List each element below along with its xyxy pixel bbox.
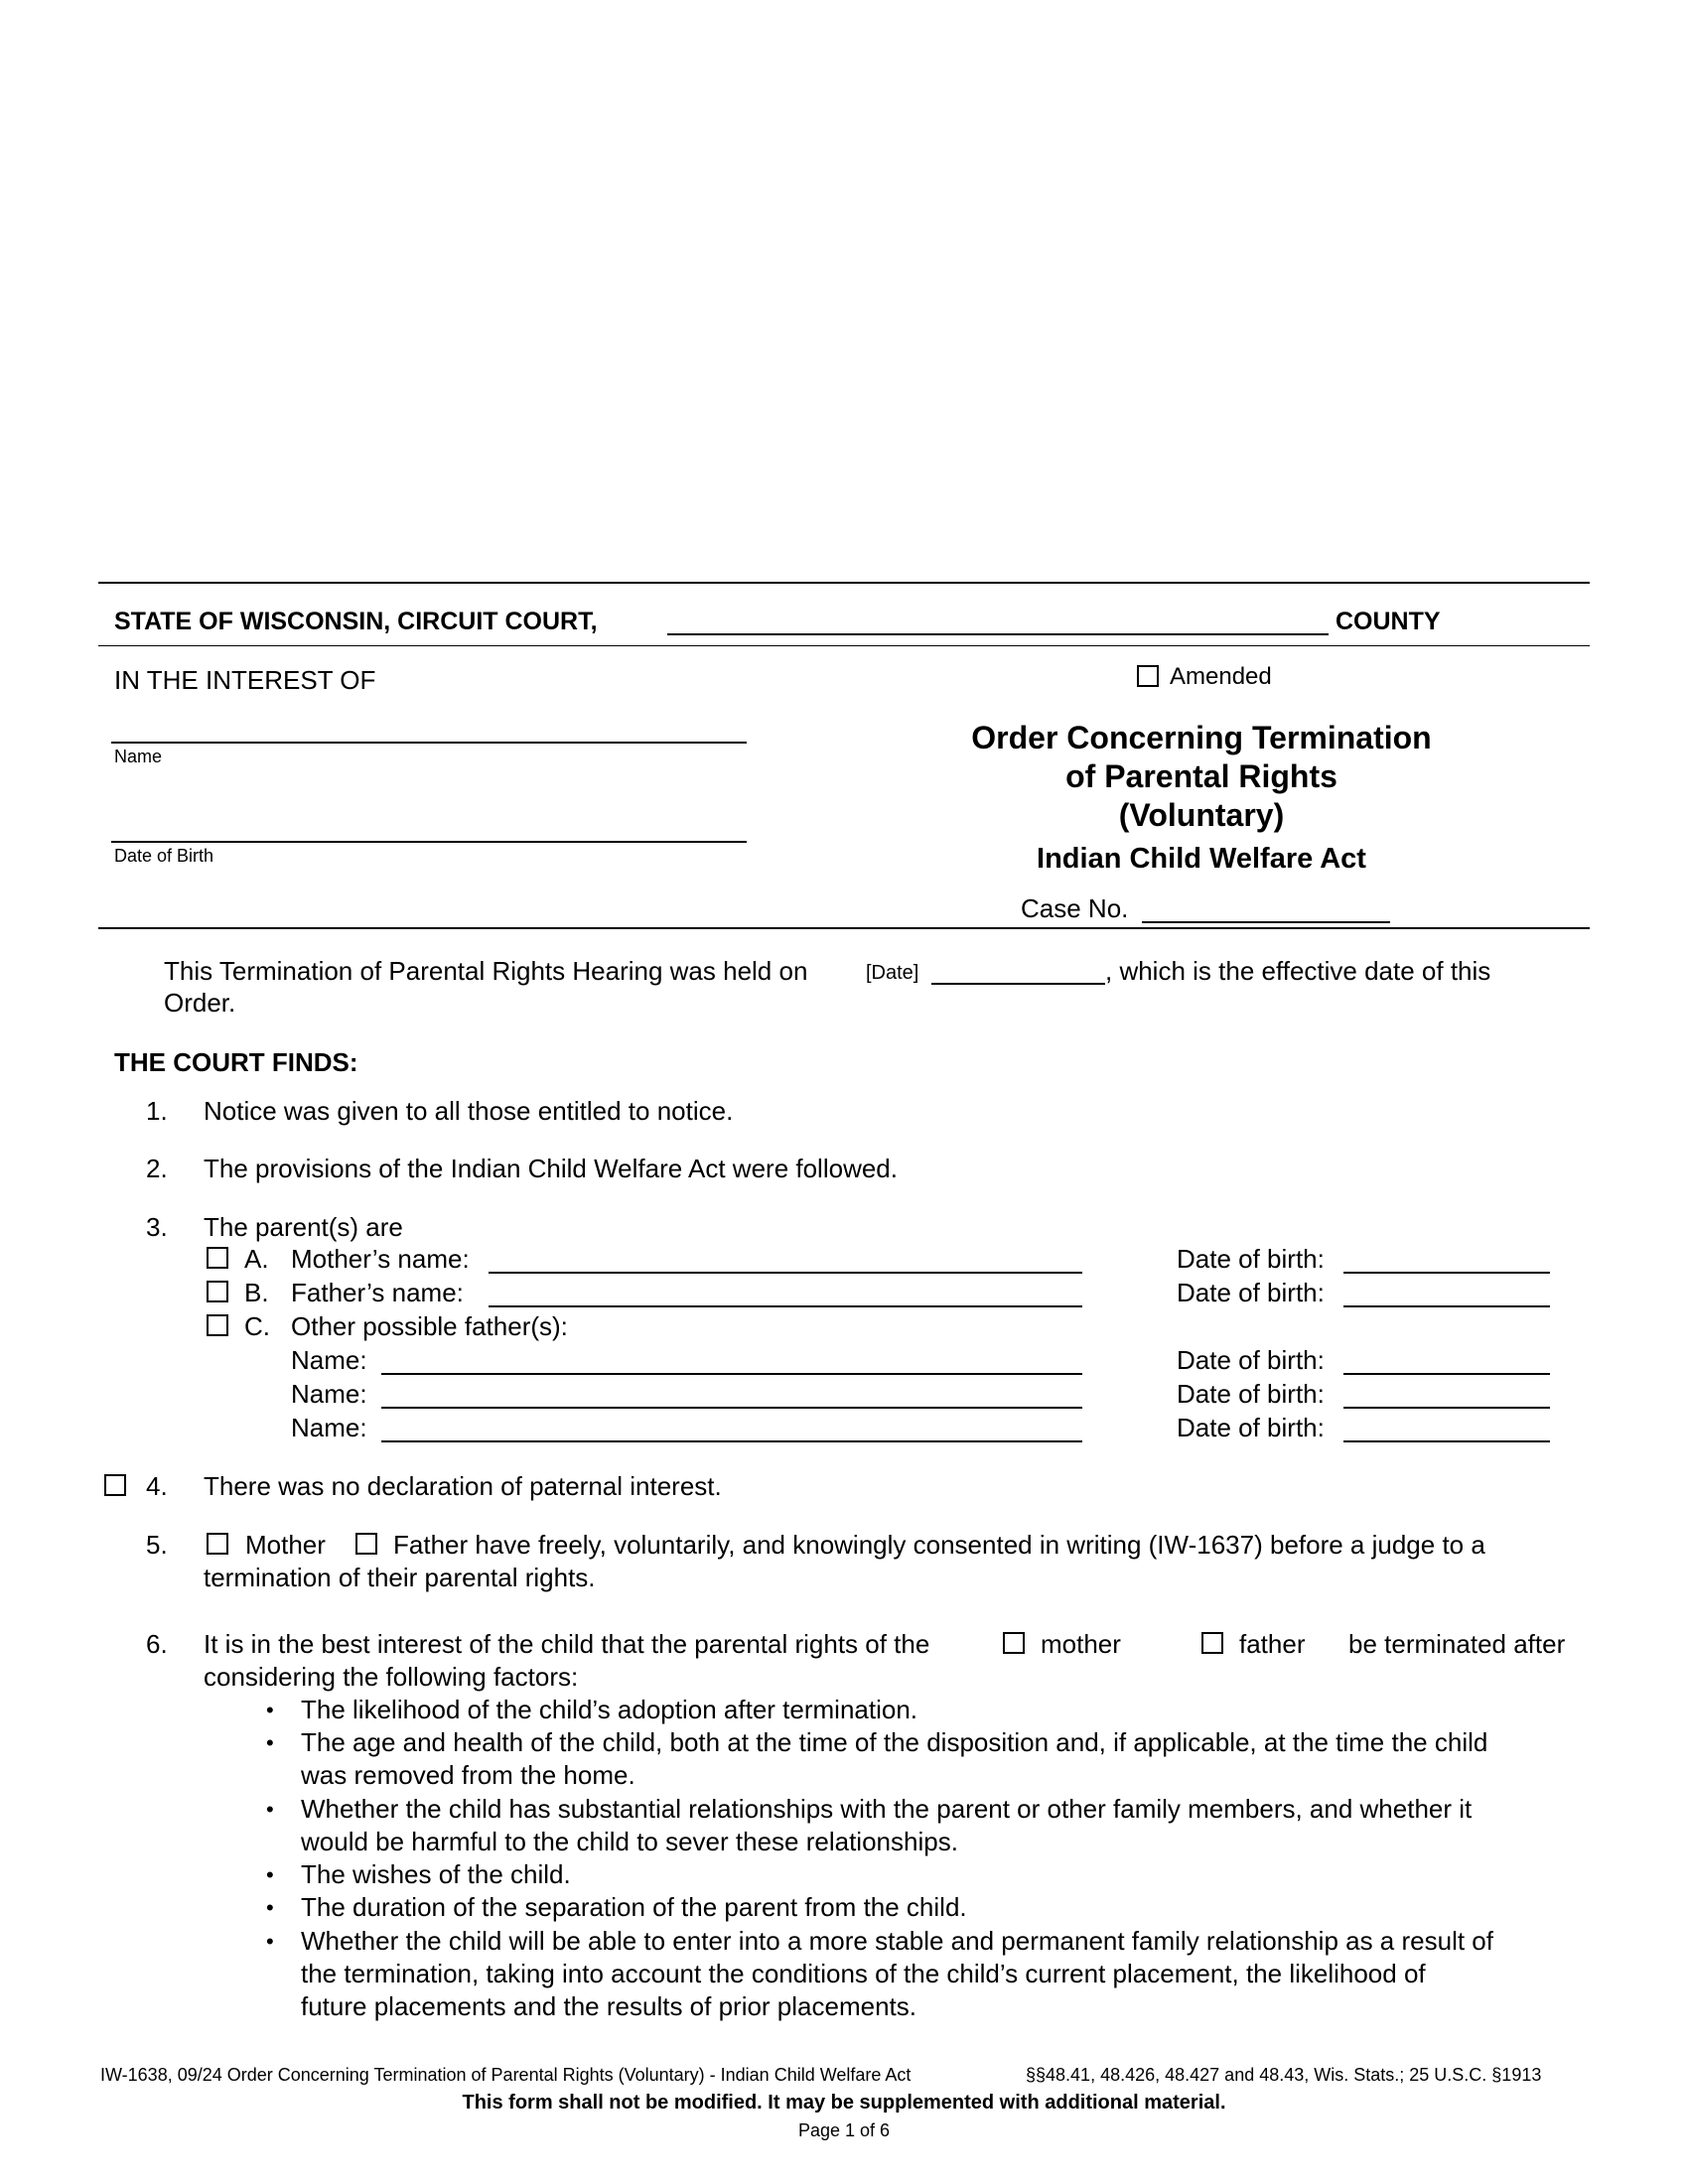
- item-4-checkbox[interactable]: [104, 1474, 126, 1496]
- bullet-dot-3: •: [266, 1797, 274, 1822]
- other-father-3-name-label: Name:: [291, 1413, 367, 1442]
- consent-mother-label: Mother: [245, 1530, 326, 1560]
- child-dob-label: Date of Birth: [114, 846, 214, 866]
- findings-heading: THE COURT FINDS:: [114, 1047, 358, 1077]
- amended-checkbox[interactable]: [1137, 665, 1159, 687]
- footer-notice: This form shall not be modified. It may be supplemented with additional material.: [462, 2092, 1226, 2114]
- bullet-line: The wishes of the child.: [301, 1859, 571, 1889]
- item-5-text-line-2: termination of their parental rights.: [204, 1563, 596, 1592]
- child-name-label: Name: [114, 747, 163, 766]
- mother-dob-label: Date of birth:: [1177, 1244, 1325, 1274]
- intro-text-start: This Termination of Parental Rights Hearing was held on: [164, 956, 808, 986]
- form-title-line-3: (Voluntary): [1118, 797, 1285, 833]
- date-tag: [Date]: [866, 962, 919, 984]
- father-name-field[interactable]: [489, 1305, 1082, 1307]
- case-number-field[interactable]: [1142, 921, 1390, 923]
- bullet-line: The age and health of the child, both at the time of the disposition and, if applicable, at the time the child: [301, 1727, 1488, 1757]
- child-dob-field[interactable]: [111, 841, 747, 843]
- case-number-label: Case No.: [1021, 893, 1129, 923]
- item-6-text-line-2: considering the following factors:: [204, 1662, 579, 1692]
- header-mid-rule: [98, 645, 1590, 646]
- child-name-field[interactable]: [111, 742, 747, 744]
- mother-name-field[interactable]: [489, 1272, 1082, 1274]
- item-2-number: 2.: [146, 1154, 168, 1183]
- terminate-mother-label: mother: [1041, 1629, 1121, 1659]
- item-2-text: The provisions of the Indian Child Welfare Act were followed.: [204, 1154, 898, 1183]
- county-label: COUNTY: [1336, 608, 1441, 635]
- footer-form-id: IW-1638, 09/24 Order Concerning Termination of Parental Rights (Voluntary) - Indian Child Welfare Act: [100, 2065, 912, 2085]
- intro-text-end: , which is the effective date of this: [1105, 956, 1491, 986]
- other-father-letter: C.: [244, 1311, 270, 1341]
- other-father-2-dob-field[interactable]: [1343, 1407, 1550, 1409]
- bullet-line: was removed from the home.: [301, 1760, 635, 1790]
- item-5-number: 5.: [146, 1530, 168, 1560]
- amended-label: Amended: [1170, 663, 1272, 690]
- intro-text-order: Order.: [164, 988, 236, 1018]
- terminate-mother-checkbox[interactable]: [1003, 1632, 1025, 1654]
- bullet-dot-4: •: [266, 1862, 274, 1887]
- form-title-line-2: of Parental Rights: [1065, 758, 1337, 794]
- header-top-rule: [98, 582, 1590, 584]
- bullet-line: would be harmful to the child to sever these relationships.: [301, 1827, 958, 1856]
- item-3-text: The parent(s) are: [204, 1212, 403, 1242]
- item-6-text-line-1: It is in the best interest of the child that the parental rights of the: [204, 1629, 930, 1659]
- terminate-father-label: father: [1239, 1629, 1306, 1659]
- other-father-label: Other possible father(s):: [291, 1311, 568, 1341]
- other-father-1-dob-field[interactable]: [1343, 1373, 1550, 1375]
- father-letter: B.: [244, 1278, 269, 1307]
- bullet-dot-6: •: [266, 1929, 274, 1954]
- mother-dob-field[interactable]: [1343, 1272, 1550, 1274]
- form-title-line-1: Order Concerning Termination: [971, 720, 1432, 755]
- father-dob-label: Date of birth:: [1177, 1278, 1325, 1307]
- bullet-line: Whether the child has substantial relationships with the parent or other family members, and whether it: [301, 1794, 1473, 1824]
- bullet-line: future placements and the results of prior placements.: [301, 1991, 916, 2021]
- other-father-checkbox[interactable]: [207, 1314, 228, 1336]
- item-6-text-after: be terminated after: [1348, 1629, 1566, 1659]
- item-4-text: There was no declaration of paternal interest.: [204, 1471, 722, 1501]
- county-name-field[interactable]: [667, 633, 1329, 635]
- form-subtitle: Indian Child Welfare Act: [1037, 843, 1366, 875]
- mother-name-label: Mother’s name:: [291, 1244, 470, 1274]
- hearing-date-field[interactable]: [931, 983, 1105, 985]
- other-father-2-name-field[interactable]: [381, 1407, 1082, 1409]
- consent-mother-checkbox[interactable]: [207, 1533, 228, 1555]
- father-checkbox[interactable]: [207, 1281, 228, 1302]
- header-bottom-rule: [98, 927, 1590, 929]
- footer-page-number: Page 1 of 6: [797, 2120, 891, 2140]
- mother-checkbox[interactable]: [207, 1247, 228, 1269]
- other-father-3-dob-field[interactable]: [1343, 1440, 1550, 1442]
- other-father-2-name-label: Name:: [291, 1379, 367, 1409]
- other-father-2-dob-label: Date of birth:: [1177, 1379, 1325, 1409]
- mother-letter: A.: [244, 1244, 269, 1274]
- footer-statutes: §§48.41, 48.426, 48.427 and 48.43, Wis. Stats.; 25 U.S.C. §1913: [1026, 2065, 1542, 2085]
- other-father-1-dob-label: Date of birth:: [1177, 1345, 1325, 1375]
- item-4-number: 4.: [146, 1471, 168, 1501]
- father-dob-field[interactable]: [1343, 1305, 1550, 1307]
- bullet-line: The duration of the separation of the parent from the child.: [301, 1892, 967, 1922]
- consent-father-checkbox[interactable]: [355, 1533, 377, 1555]
- item-1-text: Notice was given to all those entitled to notice.: [204, 1096, 734, 1126]
- other-father-1-name-label: Name:: [291, 1345, 367, 1375]
- bullet-dot-1: •: [266, 1698, 274, 1722]
- terminate-father-checkbox[interactable]: [1201, 1632, 1223, 1654]
- other-father-3-name-field[interactable]: [381, 1440, 1082, 1442]
- bullet-line: The likelihood of the child’s adoption after termination.: [301, 1695, 918, 1724]
- interest-of-label: IN THE INTEREST OF: [114, 665, 376, 695]
- item-5-text-line-1: Father have freely, voluntarily, and knowingly consented in writing (IW-1637) before a judge to a: [393, 1530, 1485, 1560]
- item-1-number: 1.: [146, 1096, 168, 1126]
- other-father-3-dob-label: Date of birth:: [1177, 1413, 1325, 1442]
- court-label: STATE OF WISCONSIN, CIRCUIT COURT,: [114, 608, 598, 635]
- item-6-number: 6.: [146, 1629, 168, 1659]
- father-name-label: Father’s name:: [291, 1278, 464, 1307]
- bullet-line: Whether the child will be able to enter into a more stable and permanent family relationship as a result of: [301, 1926, 1493, 1956]
- other-father-1-name-field[interactable]: [381, 1373, 1082, 1375]
- bullet-dot-5: •: [266, 1895, 274, 1920]
- bullet-dot-2: •: [266, 1730, 274, 1755]
- item-3-number: 3.: [146, 1212, 168, 1242]
- bullet-line: the termination, taking into account the conditions of the child’s current placement, the likelihood of: [301, 1959, 1426, 1988]
